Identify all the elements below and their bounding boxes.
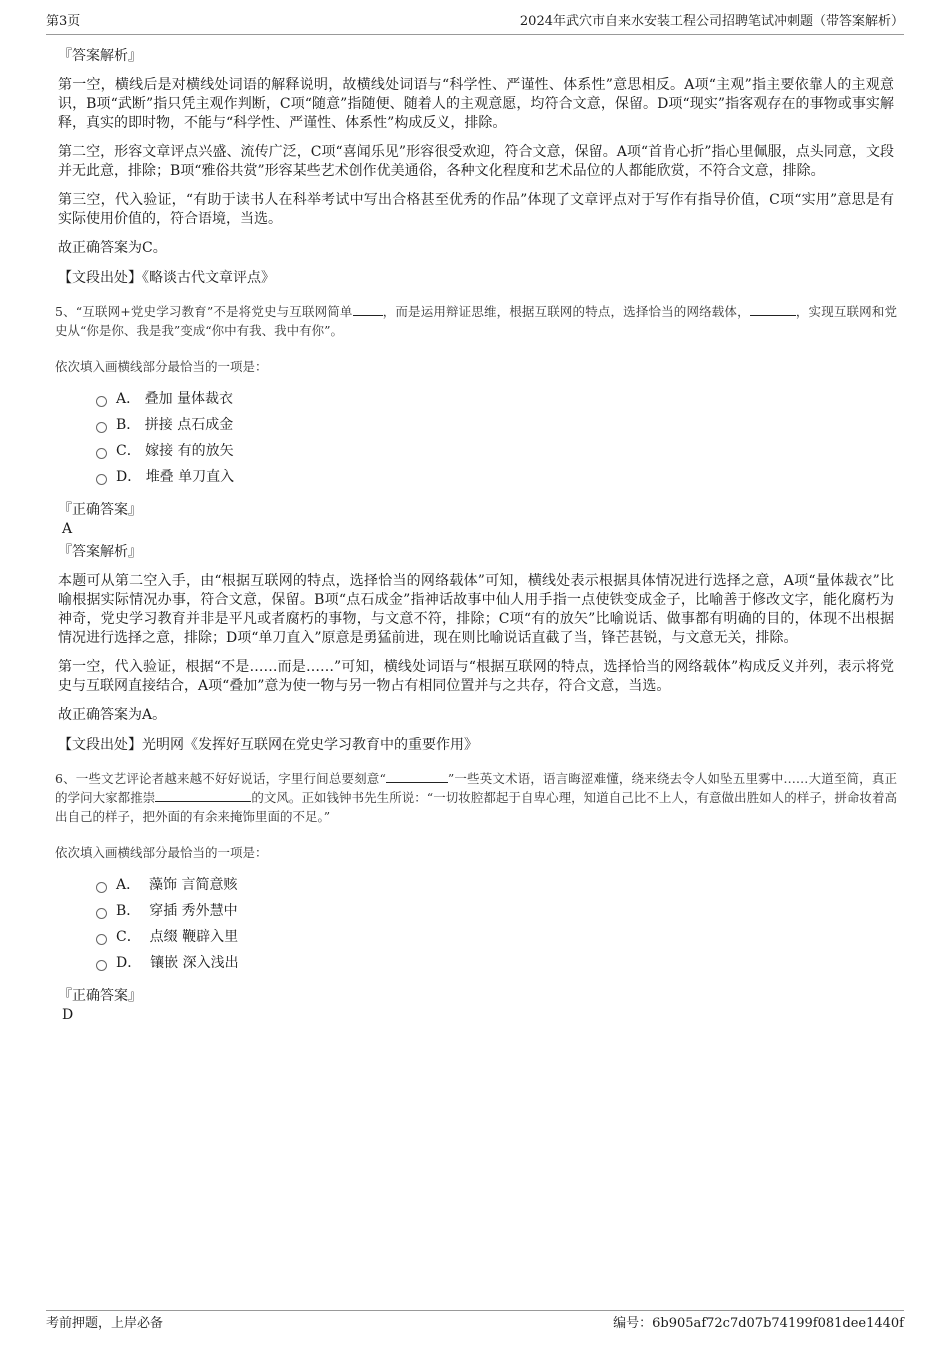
question-6-instruction: 依次填入画横线部分最恰当的一项是： [55, 845, 268, 860]
analysis-label: 『答案解析』 [58, 48, 142, 64]
analysis-paragraph: 第三空，代入验证，“有助于读书人在科举考试中写出合格甚至优秀的作品”体现了文章评点对于写作有指导价值，C项“实用”意思是有实际使用价值的，符合语境，当选。 [58, 192, 894, 227]
option-d[interactable]: D． 镶嵌 深入浅出 [96, 954, 894, 980]
radio-icon[interactable] [96, 474, 107, 485]
correct-answer-label: 『正确答案』 [58, 502, 142, 518]
question-5-options [96, 390, 894, 494]
analysis-paragraph: 第一空，横线后是对横线处词语的解释说明，故横线处词语与“科学性、严谨性、体系性”意思相反。A项“主观”指主要依靠人的主观意识，B项“武断”指只凭主观作判断，C项“随意”指随便、随着人的主观意愿，均符合文意，保留。D项“现实”指客观存在的事物或事实解释，真实的即时物，不能与“科学性、严谨性、体系性”构成反义，排除。 [58, 77, 894, 131]
radio-icon[interactable] [96, 422, 107, 433]
footer-slogan: 考前押题，上岸必备 [46, 1316, 164, 1331]
option-d[interactable]: D． 堆叠 单刀直入 [96, 468, 894, 494]
question-5-instruction: 依次填入画横线部分最恰当的一项是： [55, 359, 268, 374]
document-body [55, 42, 897, 1024]
option-b[interactable]: B． 拼接 点石成金 [96, 416, 894, 442]
option-a[interactable]: A． 藻饰 言简意赅 [96, 876, 894, 902]
analysis-paragraph: 第二空，形容文章评点兴盛、流传广泛，C项“喜闻乐见”形容很受欢迎，符合文意，保留。A项“首肯心折”指心里佩服，点头同意，文段并无此意，排除；B项“雅俗共赏”形容某些艺术创作优美通俗，各种文化程度和艺术品位的人都能欣赏，不符合文意，排除。 [58, 144, 894, 179]
source-citation: 【文段出处】《略谈古代文章评点》 [58, 270, 275, 286]
document-code: 编号：6b905af72c7d07b74199f081dee1440f [613, 1316, 904, 1331]
radio-icon[interactable] [96, 396, 107, 407]
fill-blank [353, 302, 383, 316]
radio-icon[interactable] [96, 448, 107, 459]
option-c[interactable]: C． 点缀 鞭辟入里 [96, 928, 894, 954]
page-header [46, 12, 904, 35]
option-b[interactable]: B． 穿插 秀外慧中 [96, 902, 894, 928]
conclusion: 故正确答案为C。 [58, 240, 167, 256]
correct-answer: A [62, 521, 73, 537]
question-6-stem: 6、一些文艺评论者越来越不好好说话，字里行间总要刻意“ ”一些英文术语，语言晦涩难懂，绕来绕去令人如坠五里雾中……大道至简，真正的学问大家都推崇 的文风。正如钱钟书先生所说：“一切妆腔都起于自卑心理，知道自己比不上人，有意做出胜如人的样子，拼命妆着高出自己的样子，把外面的有余来掩饰里面的不足。” [55, 771, 897, 824]
analysis-paragraph: 本题可从第二空入手，由“根据互联网的特点，选择恰当的网络载体”可知，横线处表示根据具体情况进行选择之意，A项“量体裁衣”比喻根据实际情况办事，符合文意，保留。B项“点石成金”指神话故事中仙人用手指一点使铁变成金子，比喻善于修改文字，能化腐朽为神奇，党史学习教育并非是平凡或者腐朽的事物，与文意不符，排除；C项“有的放矢”比喻说话、做事都有明确的目的，体现不出根据情况进行选择之意，排除；D项“单刀直入”原意是勇猛前进，现在则比喻说话直截了当，锋芒甚锐，与文意无关，排除。 [58, 573, 894, 646]
option-c[interactable]: C． 嫁接 有的放矢 [96, 442, 894, 468]
fill-blank [386, 769, 448, 783]
fill-blank [750, 302, 796, 316]
correct-answer: D [62, 1007, 74, 1023]
radio-icon[interactable] [96, 934, 107, 945]
analysis-paragraph: 第一空，代入验证，根据“不是……而是……”可知，横线处词语与“根据互联网的特点，选择恰当的网络载体”构成反义并列，表示将党史与互联网直接结合，A项“叠加”意为使一物与另一物占有相同位置并与之共存，符合文意，当选。 [58, 659, 894, 694]
page-number: 第3页 [46, 14, 81, 29]
radio-icon[interactable] [96, 960, 107, 971]
document-title: 2024年武穴市自来水安装工程公司招聘笔试冲刺题（带答案解析） [519, 14, 904, 29]
analysis-label: 『答案解析』 [58, 544, 142, 560]
fill-blank [155, 788, 251, 802]
correct-answer-label: 『正确答案』 [58, 988, 142, 1004]
question-6-options [96, 876, 894, 980]
conclusion: 故正确答案为A。 [58, 707, 167, 723]
source-citation: 【文段出处】光明网《发挥好互联网在党史学习教育中的重要作用》 [58, 737, 478, 753]
radio-icon[interactable] [96, 882, 107, 893]
page-footer [46, 1310, 904, 1333]
question-5-stem: 5、“互联网+党史学习教育”不是将党史与互联网简单 ，而是运用辩证思维，根据互联网的特点，选择恰当的网络载体， ，实现互联网和党史从“你是你、我是我”变成“你中有我、我中有你”。 [55, 304, 897, 338]
radio-icon[interactable] [96, 908, 107, 919]
option-a[interactable]: A． 叠加 量体裁衣 [96, 390, 894, 416]
